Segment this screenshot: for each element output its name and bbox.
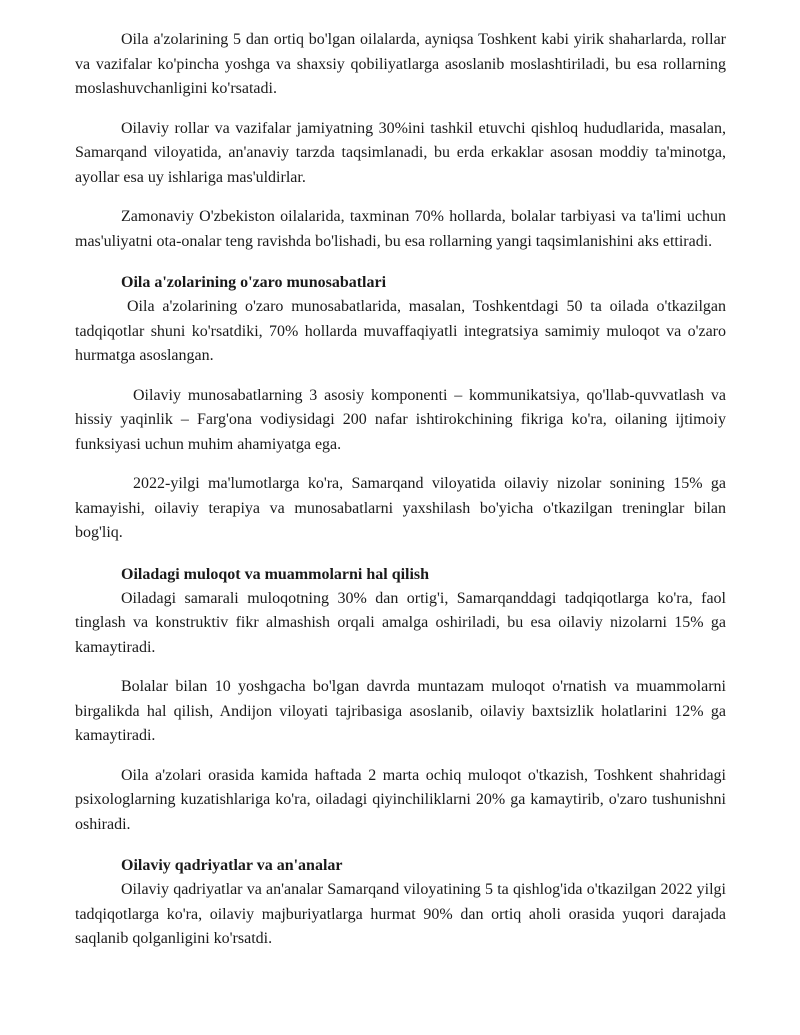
paragraph: Oiladagi samarali muloqotning 30% dan ortig'i, Samarqanddagi tadqiqotlarga ko'ra, faol tinglash va konstruktiv fikr almashish orqali amalga oshiriladi, bu esa oilaviy nizolarni 15% ga kamaytiradi. — [75, 589, 726, 656]
paragraph: Zamonaviy O'zbekiston oilalarida, taxminan 70% hollarda, bolalar tarbiyasi va ta'limi uchun mas'uliyatni ota-onalar teng ravishda bo'lishadi, bu esa rollarning yangi taqsimlanishini aks ettiradi. — [75, 208, 726, 250]
paragraph: 2022-yilgi ma'lumotlarga ko'ra, Samarqand viloyatida oilaviy nizolar sonining 15% ga kamayishi, oilaviy terapiya va munosabatlarni yaxshilash bo'yicha o'tkazilgan treninglar bilan bog'liq. — [75, 475, 726, 541]
paragraph: Oilaviy munosabatlarning 3 asosiy komponenti – kommunikatsiya, qo'llab-quvvatlash va hissiy yaqinlik – Farg'ona vodiysidagi 200 nafar ishtirokchining fikriga ko'ra, oilaning ijtimoiy funksiyasi uchun muhim ahamiyatga ega. — [75, 386, 726, 453]
section-heading: Oila a'zolarining o'zaro munosabatlari — [121, 274, 387, 291]
document-page — [75, 28, 726, 952]
paragraph: Oila a'zolarining o'zaro munosabatlarida, masalan, Toshkentdagi 50 ta oilada o'tkazilgan tadqiqotlar shuni ko'rsatdiki, 70% hollarda muvaffaqiyatli integratsiya samimiy muloqot va o'zaro hurmatga asoslangan. — [75, 298, 726, 364]
paragraph: Oilaviy qadriyatlar va an'analar Samarqand viloyatining 5 ta qishlog'ida o'tkazilgan 2022 yilgi tadqiqotlarga ko'ra, oilaviy majburiyatlarga hurmat 90% dan ortiq aholi orasida yuqori darajada saqlanib qolganligini ko'rsatdi. — [75, 881, 726, 947]
section-heading: Oiladagi muloqot va muammolarni hal qilish — [121, 565, 430, 583]
paragraph: Oilaviy rollar va vazifalar jamiyatning 30%ini tashkil etuvchi qishloq hududlarida, masalan, Samarqand viloyatida, an'anaviy tarzda taqsimlanadi, bu erda erkaklar asosan moddiy ta'minotga, ayollar esa uy ishlariga mas'uldirlar. — [75, 119, 726, 186]
paragraph: Oila a'zolari orasida kamida haftada 2 marta ochiq muloqot o'tkazish, Toshkent shahridagi psixologlarning kuzatishlariga ko'ra, oiladagi qiyinchiliklarni 20% ga kamaytirib, o'zaro tushunishni oshiradi. — [75, 766, 726, 833]
section-heading: Oilaviy qadriyatlar va an'analar — [121, 857, 343, 874]
paragraph: Oila a'zolarining 5 dan ortiq bo'lgan oilalarda, ayniqsa Toshkent kabi yirik shaharlarda, rollar va vazifalar ko'pincha yoshga va shaxsiy qobiliyatlarga asoslanib moslashtiriladi, bu esa rollarning moslashuvchanligini ko'rsatadi. — [75, 31, 726, 97]
paragraph: Bolalar bilan 10 yoshgacha bo'lgan davrda muntazam muloqot o'rnatish va muammolarni birgalikda hal qilish, Andijon viloyati tajribasiga asoslanib, oilaviy baxtsizlik holatlarini 12% ga kamaytiradi. — [75, 678, 726, 744]
